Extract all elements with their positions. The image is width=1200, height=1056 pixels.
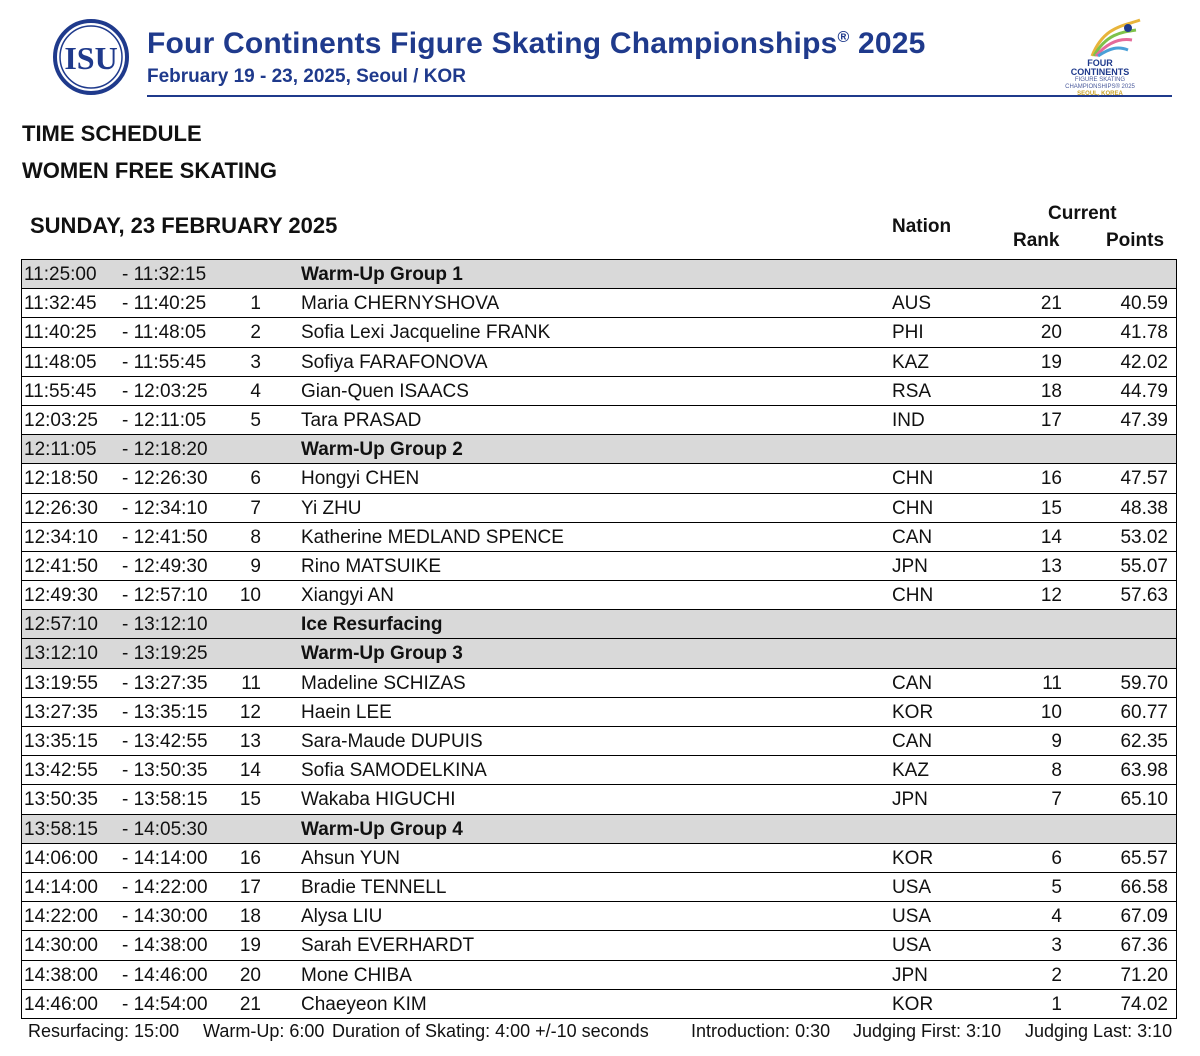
row-current-rank: 1 <box>1051 993 1062 1015</box>
row-current-rank: 6 <box>1051 847 1062 869</box>
row-end-time: - 11:32:15 <box>122 264 207 285</box>
row-current-rank: 5 <box>1051 876 1062 898</box>
row-start-number: 5 <box>250 409 261 431</box>
row-skater-name: Xiangyi AN <box>301 585 394 607</box>
row-skater-name: Sofiya FARAFONOVA <box>301 351 488 373</box>
row-start-time: 14:14:00 <box>24 876 98 898</box>
table-row <box>22 406 1176 435</box>
row-nation: KAZ <box>892 760 929 782</box>
row-start-time: 12:11:05 <box>24 439 97 461</box>
row-end-time: - 13:35:15 <box>122 701 208 723</box>
row-start-time: 11:25:00 <box>24 264 97 285</box>
row-skater-name: Gian-Quen ISAACS <box>301 380 469 402</box>
table-row <box>22 990 1176 1019</box>
row-skater-name: Ahsun YUN <box>301 847 400 869</box>
row-nation: CAN <box>892 672 933 694</box>
row-current-rank: 20 <box>1040 322 1062 344</box>
row-start-time: 12:34:10 <box>24 526 98 548</box>
segment-title: WOMEN FREE SKATING <box>22 158 278 183</box>
group-row <box>22 639 1176 668</box>
table-row <box>22 931 1176 960</box>
row-end-time: - 13:58:15 <box>122 789 208 811</box>
row-nation: CHN <box>892 497 934 519</box>
group-row <box>22 260 1176 289</box>
table-row <box>22 464 1176 493</box>
row-end-time: - 13:42:55 <box>122 731 208 752</box>
row-end-time: - 11:40:25 <box>122 293 207 315</box>
table-row <box>22 961 1176 990</box>
row-start-time: 13:27:35 <box>24 701 98 723</box>
row-skater-name: Katherine MEDLAND SPENCE <box>301 526 564 548</box>
row-start-number: 8 <box>250 526 261 548</box>
row-nation: RSA <box>892 380 932 402</box>
row-current-rank: 10 <box>1040 701 1062 723</box>
row-skater-name: Mone CHIBA <box>301 964 412 986</box>
row-nation: USA <box>892 935 932 957</box>
row-end-time: - 11:55:45 <box>122 351 207 373</box>
column-header-points: Points <box>1106 230 1165 251</box>
document-title: TIME SCHEDULE <box>22 121 202 146</box>
row-end-time: - 14:54:00 <box>122 993 208 1015</box>
row-end-time: - 13:12:10 <box>122 614 208 636</box>
row-end-time: - 14:38:00 <box>122 935 208 957</box>
event-title <box>147 27 926 61</box>
row-skater-name: Sofia SAMODELKINA <box>301 760 487 782</box>
row-nation: PHI <box>892 322 924 344</box>
row-start-number: 19 <box>239 935 261 957</box>
row-start-time: 14:46:00 <box>24 993 98 1015</box>
row-current-points: 67.09 <box>1120 906 1168 928</box>
row-skater-name: Tara PRASAD <box>301 409 422 431</box>
row-current-rank: 16 <box>1040 468 1062 490</box>
row-start-number: 11 <box>241 672 261 694</box>
row-end-time: - 14:05:30 <box>122 818 208 840</box>
row-nation: JPN <box>892 789 928 811</box>
footer-resurfacing: Resurfacing: 15:00 <box>28 1021 180 1041</box>
row-start-time: 13:42:55 <box>24 760 98 782</box>
row-skater-name: Yi ZHU <box>301 497 362 519</box>
isu-logo <box>52 18 130 96</box>
row-nation: CAN <box>892 526 933 548</box>
row-start-number: 2 <box>250 322 261 344</box>
table-row <box>22 756 1176 785</box>
row-nation: CAN <box>892 731 933 752</box>
row-start-number: 14 <box>239 760 261 782</box>
row-start-time: 12:57:10 <box>24 614 98 636</box>
row-end-time: - 14:30:00 <box>122 906 208 928</box>
row-skater-name: Alysa LIU <box>301 906 383 928</box>
row-current-points: 47.57 <box>1120 468 1168 490</box>
row-nation: AUS <box>892 293 932 315</box>
event-title-name: Four Continents Figure Skating Championships <box>147 27 838 60</box>
group-row <box>22 610 1176 639</box>
row-current-rank: 19 <box>1040 351 1062 373</box>
row-nation: CHN <box>892 468 934 490</box>
row-current-points: 65.10 <box>1120 789 1168 811</box>
row-nation: IND <box>892 409 925 431</box>
table-row <box>22 727 1176 756</box>
table-row <box>22 581 1176 610</box>
row-nation: JPN <box>892 555 928 577</box>
row-start-number: 12 <box>239 701 261 723</box>
row-nation: KOR <box>892 993 934 1015</box>
row-end-time: - 14:14:00 <box>122 847 208 869</box>
row-current-rank: 8 <box>1051 760 1062 782</box>
row-current-rank: 9 <box>1051 731 1062 752</box>
row-current-rank: 13 <box>1040 555 1062 577</box>
footer-duration: Duration of Skating: 4:00 +/-10 seconds <box>332 1021 649 1041</box>
row-start-time: 12:49:30 <box>24 585 98 607</box>
row-end-time: - 12:49:30 <box>122 555 208 577</box>
row-skater-name: Wakaba HIGUCHI <box>301 789 456 811</box>
row-start-number: 9 <box>250 555 261 577</box>
row-end-time: - 12:41:50 <box>122 526 208 548</box>
group-label: Warm-Up Group 2 <box>301 439 463 461</box>
row-start-number: 7 <box>250 497 261 519</box>
day-heading: SUNDAY, 23 FEBRUARY 2025 <box>30 213 338 238</box>
row-nation: USA <box>892 876 932 898</box>
row-current-rank: 11 <box>1042 672 1062 694</box>
table-row <box>22 289 1176 318</box>
row-current-points: 42.02 <box>1120 351 1168 373</box>
row-skater-name: Hongyi CHEN <box>301 468 420 490</box>
row-start-number: 1 <box>250 293 261 315</box>
row-nation: CHN <box>892 585 934 607</box>
group-label: Warm-Up Group 1 <box>301 264 463 285</box>
row-start-number: 21 <box>239 993 261 1015</box>
row-end-time: - 14:22:00 <box>122 876 208 898</box>
row-skater-name: Bradie TENNELL <box>301 876 447 898</box>
row-end-time: - 12:18:20 <box>122 439 208 461</box>
table-row <box>22 494 1176 523</box>
table-row <box>22 785 1176 814</box>
event-logo-line2: CONTINENTS <box>1070 67 1130 77</box>
row-current-points: 48.38 <box>1120 497 1168 519</box>
row-start-time: 11:40:25 <box>24 322 97 344</box>
row-start-number: 4 <box>250 380 261 402</box>
column-header-nation: Nation <box>892 216 952 237</box>
row-current-rank: 14 <box>1040 526 1062 548</box>
row-current-points: 55.07 <box>1120 555 1168 577</box>
row-end-time: - 12:11:05 <box>122 409 207 431</box>
group-label: Warm-Up Group 4 <box>301 818 463 840</box>
table-row <box>22 523 1176 552</box>
row-nation: KOR <box>892 701 934 723</box>
row-current-rank: 18 <box>1040 380 1062 402</box>
row-start-time: 13:58:15 <box>24 818 98 840</box>
group-row <box>22 815 1176 844</box>
row-current-points: 47.39 <box>1120 409 1168 431</box>
row-start-time: 12:18:50 <box>24 468 98 490</box>
row-skater-name: Sofia Lexi Jacqueline FRANK <box>301 322 551 344</box>
row-skater-name: Maria CHERNYSHOVA <box>301 293 500 315</box>
row-start-time: 11:32:45 <box>24 293 97 315</box>
event-logo-line1: FOUR <box>1087 58 1113 68</box>
group-label: Warm-Up Group 3 <box>301 643 463 665</box>
row-current-rank: 2 <box>1051 964 1062 986</box>
row-start-time: 11:55:45 <box>24 380 97 402</box>
row-start-number: 20 <box>239 964 261 986</box>
row-current-points: 67.36 <box>1120 935 1168 957</box>
row-skater-name: Sara-Maude DUPUIS <box>301 731 483 752</box>
row-skater-name: Rino MATSUIKE <box>301 555 442 577</box>
row-end-time: - 12:26:30 <box>122 468 208 490</box>
row-current-rank: 12 <box>1040 585 1062 607</box>
row-current-points: 57.63 <box>1120 585 1168 607</box>
group-label: Ice Resurfacing <box>301 614 443 636</box>
row-current-points: 59.70 <box>1120 672 1168 694</box>
row-current-rank: 3 <box>1051 935 1062 957</box>
row-current-points: 66.58 <box>1120 876 1168 898</box>
row-start-time: 12:41:50 <box>24 555 98 577</box>
row-nation: USA <box>892 906 932 928</box>
footer-judging-first: Judging First: 3:10 <box>853 1021 1002 1041</box>
table-row <box>22 552 1176 581</box>
table-row <box>22 669 1176 698</box>
row-start-time: 13:19:55 <box>24 672 98 694</box>
footer-warmup: Warm-Up: 6:00 <box>203 1021 325 1041</box>
row-end-time: - 13:27:35 <box>122 672 208 694</box>
registered-mark: ® <box>837 29 850 46</box>
column-header-current: Current <box>1048 203 1117 224</box>
row-current-points: 44.79 <box>1120 380 1168 402</box>
row-skater-name: Sarah EVERHARDT <box>301 935 475 957</box>
row-current-points: 71.20 <box>1120 964 1168 986</box>
row-skater-name: Madeline SCHIZAS <box>301 672 466 694</box>
group-row <box>22 435 1176 464</box>
row-skater-name: Chaeyeon KIM <box>301 993 427 1015</box>
table-row <box>22 844 1176 873</box>
table-row <box>22 698 1176 727</box>
row-current-points: 41.78 <box>1120 322 1168 344</box>
event-logo-line3: FIGURE SKATING <box>1074 77 1126 83</box>
row-current-points: 65.57 <box>1120 847 1168 869</box>
row-start-number: 17 <box>239 876 261 898</box>
table-row <box>22 377 1176 406</box>
row-end-time: - 12:34:10 <box>122 497 208 519</box>
row-start-number: 18 <box>239 906 261 928</box>
table-row <box>22 873 1176 902</box>
table-row <box>22 318 1176 347</box>
row-start-time: 14:22:00 <box>24 906 98 928</box>
page-header <box>0 0 1200 100</box>
row-current-rank: 15 <box>1040 497 1062 519</box>
event-logo-line5: SEOUL, KOREA <box>1077 91 1123 97</box>
row-start-time: 11:48:05 <box>24 351 97 373</box>
row-current-rank: 21 <box>1040 293 1062 315</box>
row-start-number: 16 <box>239 847 261 869</box>
row-current-rank: 17 <box>1040 409 1062 431</box>
row-start-number: 10 <box>239 585 261 607</box>
row-end-time: - 13:19:25 <box>122 643 208 665</box>
row-start-number: 13 <box>239 731 261 752</box>
row-start-number: 6 <box>250 468 261 490</box>
row-start-time: 13:12:10 <box>24 643 98 665</box>
row-current-rank: 4 <box>1051 906 1062 928</box>
row-start-time: 12:03:25 <box>24 409 98 431</box>
row-current-points: 74.02 <box>1120 993 1168 1015</box>
isu-logo-text: ISU <box>64 40 118 76</box>
row-end-time: - 14:46:00 <box>122 964 208 986</box>
row-current-rank: 7 <box>1051 789 1062 811</box>
row-nation: KAZ <box>892 351 929 373</box>
header-divider <box>147 95 1172 97</box>
column-header-rank: Rank <box>1013 230 1060 251</box>
table-row <box>22 348 1176 377</box>
event-logo <box>1054 16 1146 96</box>
row-start-time: 14:38:00 <box>24 964 98 986</box>
row-end-time: - 13:50:35 <box>122 760 208 782</box>
row-nation: JPN <box>892 964 928 986</box>
row-start-time: 13:50:35 <box>24 789 98 811</box>
row-current-points: 53.02 <box>1120 526 1168 548</box>
row-end-time: - 11:48:05 <box>122 322 207 344</box>
row-current-points: 62.35 <box>1120 731 1168 752</box>
event-dates-location: February 19 - 23, 2025, Seoul / KOR <box>147 66 466 87</box>
footer-introduction: Introduction: 0:30 <box>691 1021 831 1041</box>
row-start-number: 3 <box>250 351 261 373</box>
row-start-time: 12:26:30 <box>24 497 98 519</box>
schedule-table <box>21 259 1177 1019</box>
table-row <box>22 902 1176 931</box>
row-start-time: 14:06:00 <box>24 847 98 869</box>
row-end-time: - 12:03:25 <box>122 380 208 402</box>
row-start-time: 14:30:00 <box>24 935 98 957</box>
row-start-time: 13:35:15 <box>24 731 98 752</box>
row-end-time: - 12:57:10 <box>122 585 208 607</box>
event-title-year: 2025 <box>858 27 926 60</box>
row-current-points: 60.77 <box>1120 701 1168 723</box>
row-skater-name: Haein LEE <box>301 701 392 723</box>
row-nation: KOR <box>892 847 934 869</box>
event-logo-line4: CHAMPIONSHIPS® 2025 <box>1065 84 1135 90</box>
row-current-points: 63.98 <box>1120 760 1168 782</box>
skater-icon <box>1084 16 1144 60</box>
row-start-number: 15 <box>239 789 261 811</box>
row-current-points: 40.59 <box>1120 293 1168 315</box>
footer-judging-last: Judging Last: 3:10 <box>1025 1021 1173 1041</box>
